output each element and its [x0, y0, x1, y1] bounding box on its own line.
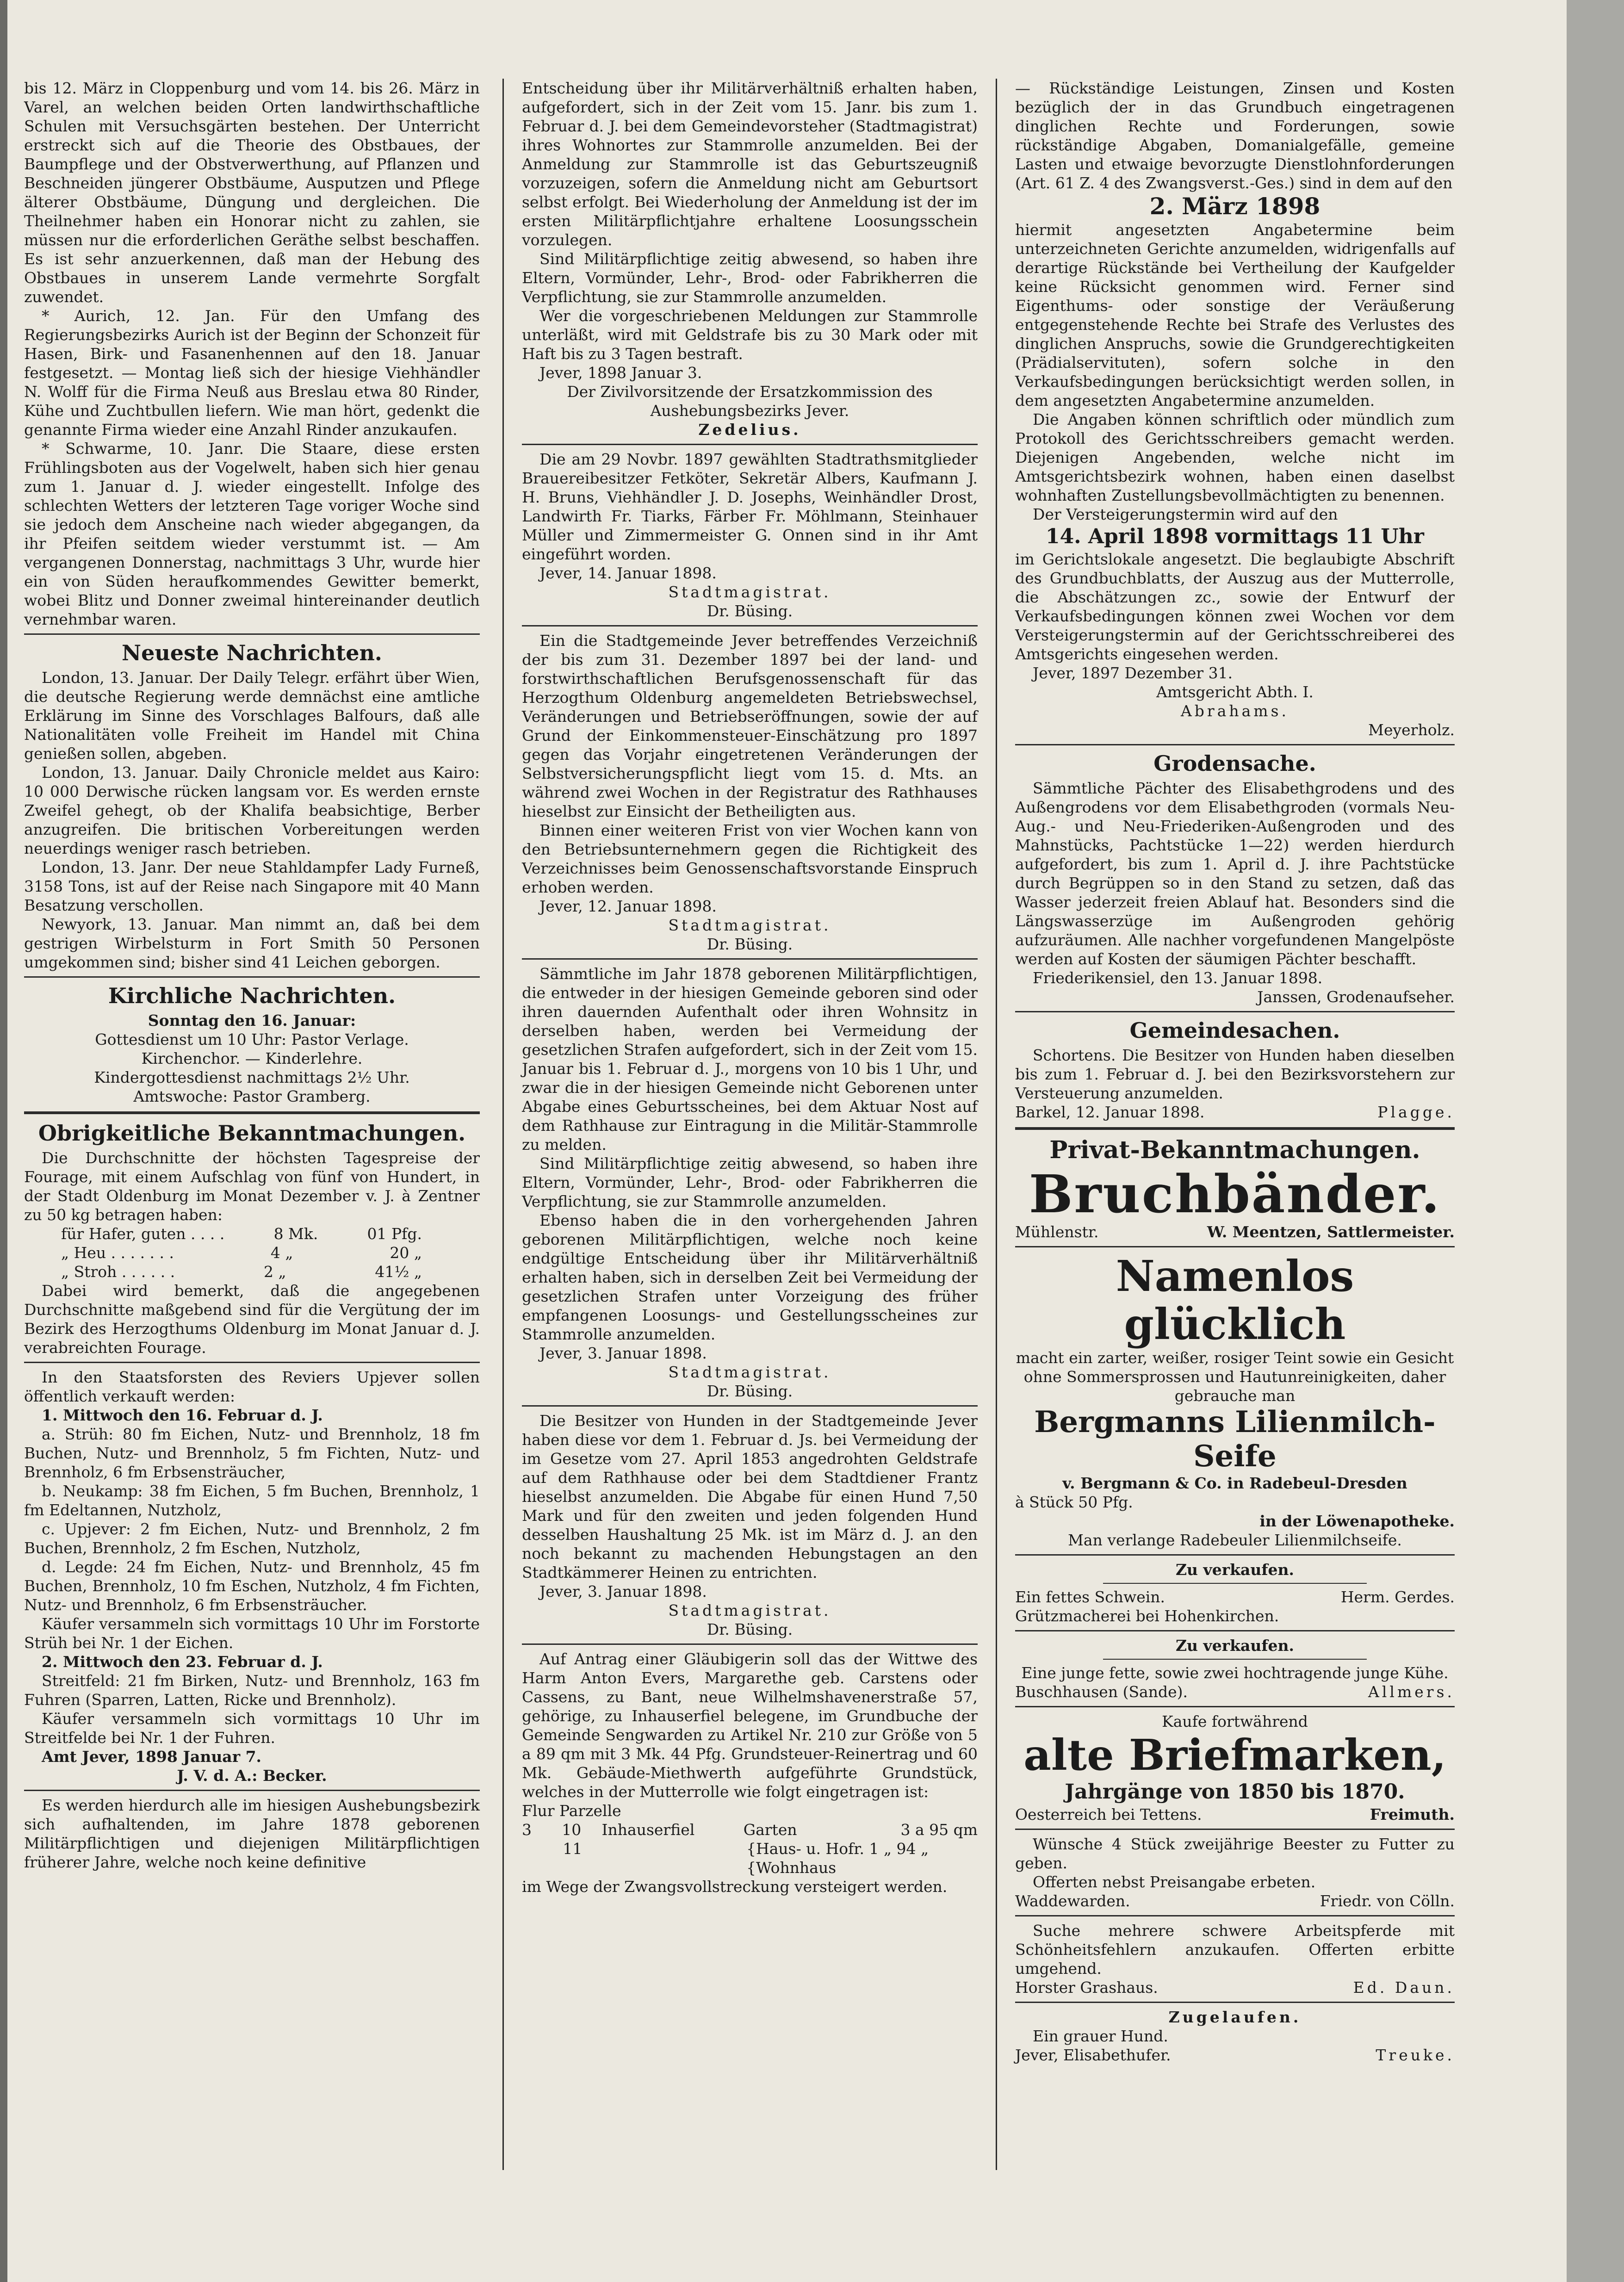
ad-address: Mühlenstr. — [1015, 1223, 1099, 1241]
ad-text: Offerten nebst Preisangabe erbeten. — [1033, 1873, 1316, 1891]
paragraph: Wer die vorgeschriebenen Meldungen zur Stammrolle unterläßt, wird mit Geldstrafe bis zu 30 Mark oder mit Haft bis zu 3 Tagen bestraft. — [522, 307, 978, 363]
paragraph: b. Neukamp: 38 fm Eichen, 5 fm Buchen, Brennholz, 1 fm Edeltannen, Nutzholz, — [24, 1482, 480, 1519]
parcel-table — [522, 1820, 978, 1877]
ad-text: macht ein zarter, weißer, rosiger Teint sowie ein Gesicht ohne Sommersprossen und Hautunreinigkeiten, daher gebrauche man — [1016, 1349, 1454, 1405]
parcel-flur: 3 — [522, 1821, 532, 1839]
signature: Janssen, Grodenaufseher. — [1257, 988, 1455, 1006]
divider — [1015, 1630, 1455, 1631]
price-item: „ Stroh . . . . . . — [61, 1263, 175, 1281]
ad-text: Grützmacherei bei Hohenkirchen. — [1015, 1607, 1279, 1625]
divider — [1015, 1554, 1455, 1556]
ad-signature: Friedr. von Cölln. — [1320, 1892, 1455, 1910]
divider — [24, 1362, 480, 1363]
news-item: London, 13. Januar. Daily Chronicle meldet aus Kairo: 10 000 Derwische rücken langsam vor. Es werden ernste Zweifel gehegt, ob der Khalifa beabsichtige, Berber anzugreifen. Die britischen Vorbereitungen werden neuerdings weniger rasch betrieben. — [24, 763, 480, 857]
paragraph: im Wege der Zwangsvollstreckung versteigert werden. — [522, 1878, 948, 1896]
paragraph: Sämmtliche im Jahr 1878 geborenen Militärpflichtigen, die entweder in der hiesigen Gemeinde geboren sind oder ihren dauernden Aufenthalt oder ihren Wohnsitz in derselben haben, werden bei Vermeidung der gesetzlichen Strafen aufgefordert, sich in der Zeit vom 15. Januar bis 1. Februar d. J., morgens von 10 bis 1 Uhr, und zwar die in der hiesigen Gemeinde nicht Geborenen unter Abgabe eines Geburtsscheines, bei dem Aktuar Nost auf dem Rathhause zur Eintragung in die Militär-Stammrolle zu melden. — [522, 965, 978, 1153]
ad-text: Horster Grashaus. — [1015, 1978, 1158, 1997]
paragraph: c. Upjever: 2 fm Eichen, Nutz- und Brennholz, 2 fm Buchen, Brennholz, 2 fm Eschen, Nutzholz, — [24, 1520, 480, 1557]
paragraph: Ebenso haben die in den vorhergehenden Jahren geborenen Militärpflichtigen, welche noch keine endgültige Entscheidung über ihr Militärverhältniß erhalten haben, sich in derselben Zeit bei Vermeidung der gesetzlichen Strafen unter Vorzeigung des früher empfangenen Loosungs- und Gestellungsscheines zur Stammrolle anzumelden. — [522, 1211, 978, 1343]
ad-row — [1015, 1587, 1455, 1606]
parcel-flur — [522, 1858, 559, 1877]
signature: Abrahams. — [1180, 702, 1289, 720]
parcel-location — [604, 1839, 743, 1858]
divider — [1103, 1659, 1367, 1660]
paragraph: Die Durchschnitte der höchsten Tagespreise der Fourage, mit einem Aufschlag von fünf von Hundert, in der Stadt Oldenburg im Monat Dezember v. J. à Zentner zu 50 kg betragen haben: — [24, 1149, 480, 1224]
parcel-type: {Wohnhaus — [746, 1859, 837, 1877]
ad-row — [1015, 1805, 1455, 1824]
paragraph: Die Besitzer von Hunden in der Stadtgemeinde Jever haben diese vor dem 1. Februar d. Js. bei Vermeidung der im Gesetze vom 27. April 1853 angedrohten Geldstrafe auf dem Rathhause oder bei dem Stadtdiener Frantz hieselbst anzumelden. Die Abgabe für einen Hund 7,50 Mark und für den zweiten und jeden folgenden Hund desselben Haushaltung 25 Mk. ist im März d. J. an den noch bekannt zu machenden Hebungstagen an den Stadtkämmerer Heinen zu entrichten. — [522, 1412, 978, 1581]
sale-date: 1. Mittwoch den 16. Februar d. J. — [42, 1406, 323, 1424]
divider — [1015, 1246, 1455, 1247]
ad-text: Jever, Elisabethufer. — [1015, 2046, 1171, 2064]
price-pf: 01 Pfg. — [367, 1225, 422, 1243]
paragraph: Entscheidung über ihr Militärverhältniß erhalten haben, aufgefordert, sich in der Zeit vom 15. Janr. bis zum 1. Februar d. J. bei dem Gemeindevorsteher (Stadtmagistrat) ihres Wohnortes zur Stammrolle anzumelden. Bei der Anmeldung zur Stammrolle ist das Geburtszeugniß vorzuzeigen, sofern die Anmeldung nicht am Geburtsort selbst erfolgt. Bei Wiederholung der Anmeldung ist der im ersten Militärpflichtjahre erhaltene Loosungsschein vorzulegen. — [522, 79, 978, 249]
divider — [24, 976, 480, 978]
price-item: „ Heu . . . . . . . — [61, 1244, 174, 1262]
church-line: Gottesdienst um 10 Uhr: Pastor Verlage. — [95, 1030, 409, 1048]
ad-row — [1015, 1682, 1455, 1701]
church-line: Kirchenchor. — Kinderlehre. — [141, 1049, 363, 1067]
paragraph: Die am 29 Novbr. 1897 gewählten Stadtrathsmitglieder Brauereibesitzer Fetköter, Sekretär Albers, Kaufmann J. H. Bruns, Viehhändler J. D. Josephs, Weinhändler Drost, Landwirth Fr. Tiarks, Färber Fr. Möhlmann, Steinhauer Müller und Zimmermeister G. Onnen sind in ihr Amt eingeführt worden. — [522, 450, 978, 563]
signature-date: Jever, 1898 Januar 3. — [539, 364, 702, 382]
parcel-type: {Haus- u. Hofr. 1 „ 94 „ — [746, 1840, 929, 1858]
ad-headline: Bruchbänder. — [1029, 1164, 1441, 1225]
signature: Meyerholz. — [1368, 721, 1455, 739]
column-3 — [1015, 79, 1455, 2065]
section-header: Grodensache. — [1153, 751, 1316, 776]
signature-date: Jever, 3. Januar 1898. — [539, 1582, 707, 1600]
paragraph: Käufer versammeln sich vormittags 10 Uhr im Streitfelde bei Nr. 1 der Fuhren. — [24, 1710, 480, 1747]
divider — [24, 1790, 480, 1791]
parcel-location: Inhauserfiel — [601, 1821, 695, 1839]
news-item: Newyork, 13. Januar. Man nimmt an, daß bei dem gestrigen Wirbelsturm in Fort Smith 50 Personen umgekommen sind; bisher sind 41 Leichen geborgen. — [24, 915, 480, 971]
divider — [1015, 1127, 1455, 1130]
paragraph: Die Angaben können schriftlich oder mündlich zum Protokoll des Gerichtsschreibers gemacht werden. Diejenigen Angebenden, welche nicht im Amtsgerichtsbezirk wohnen, haben einen daselbst wohnhaften Zustellungsbevollmächtigten zu benennen. — [1015, 410, 1455, 504]
paragraph: Dabei wird bemerkt, daß die angegebenen Durchschnitte maßgebend sind für die Vergütung der im Bezirk des Herzogthums Oldenburg im Monat Januar d. J. verabreichten Fourage. — [24, 1282, 480, 1357]
divider — [522, 1405, 978, 1407]
signature-date: Amt Jever, 1898 Januar 7. — [42, 1748, 262, 1766]
ad-headline: Namenlos glücklich — [1116, 1251, 1354, 1349]
paragraph: In den Staatsforsten des Reviers Upjever sollen öffentlich verkauft werden: — [24, 1368, 480, 1405]
divider — [522, 444, 978, 445]
price-table — [24, 1224, 480, 1281]
church-day: Sonntag den 16. Januar: — [148, 1011, 356, 1029]
ad-heading: Zu verkaufen. — [1175, 1561, 1295, 1579]
paragraph: hiermit angesetzten Angabetermine beim unterzeichneten Gerichte anzumelden, widrigenfalls auf derartige Rückstände bei Vertheilung der Kaufgelder keine Rücksicht genommen wird. Ferner sind Eigenthums- oder sonstige der Veräußerung entgegenstehende Rechte bei Strafe des Verlustes des dinglichen Anspruchs, sowie die Grundgerechtigkeiten (Prädialservituten), sofern solche in den Verkaufsbedingungen berücksichtigt werden sollen, in dem angesetzten Angabetermine anzumelden. — [1015, 221, 1455, 409]
ad-text: v. Bergmann & Co. in Radebeul-Dresden — [1062, 1474, 1407, 1492]
divider — [24, 633, 480, 635]
paragraph: * Aurich, 12. Jan. Für den Umfang des Regierungsbezirks Aurich ist der Beginn der Schonzeit für Hasen, Birk- und Fasanenhennen auf den 18. Januar festgesetzt. — Montag ließ sich der hiesige Viehhändler N. Wolff für die Firma Neuß aus Breslau etwa 80 Rinder, Kühe und Zuchtbullen liefern. Wie man hört, gedenkt die genannte Firma wieder eine Anzahl Rinder anzukaufen. — [24, 307, 480, 439]
parcel-header: Flur Parzelle — [522, 1802, 621, 1820]
parcel-location — [604, 1858, 743, 1877]
parcel-size: 3 a 95 qm — [900, 1821, 978, 1839]
date-highlight: 14. April 1898 vormittags 11 Uhr — [1046, 525, 1424, 548]
ad-text: Ein fettes Schwein. — [1015, 1588, 1165, 1606]
paragraph: Sämmtliche Pächter des Elisabethgrodens und des Außengrodens vor dem Elisabethgroden (vormals Neu-Aug.- und Neu-Friederiken-Außengroden und des Mahnstücks, Pachtstücke 1—22) werden hierdurch aufgefordert, bis zum 1. April d. J. ihre Pachtstücke durch Begrüppen so in den Stand zu setzen, daß das Wasser jederzeit freien Ablauf hat. Besonders sind die Längswasserzüge im Außengroden gehörig aufzuräumen. Alle nachher vorgefundenen Mangelpöste werden auf Kosten der säumigen Pächter beschafft. — [1015, 779, 1455, 968]
divider — [522, 625, 978, 626]
parcel-flur — [522, 1839, 559, 1858]
signature: Plagge. — [1377, 1103, 1455, 1121]
column-rule — [502, 79, 504, 2170]
ad-footer — [1015, 1222, 1455, 1241]
ad-text: Suche mehrere schwere Arbeitspferde mit Schönheitsfehlern anzukaufen. Offerten erbitte umgehend. — [1015, 1922, 1455, 1978]
divider — [1015, 1829, 1455, 1830]
column-rule — [996, 79, 997, 2170]
paragraph: Sind Militärpflichtige zeitig abwesend, so haben ihre Eltern, Vormünder, Lehr-, Brod- oder Fabrikherren die Verpflichtung, sie zur Stammrolle anzumelden. — [522, 1154, 978, 1210]
paragraph: Auf Antrag einer Gläubigerin soll das der Wittwe des Harm Anton Evers, Margarethe geb. Carstens oder Cassens, zu Bant, neue Wilhelmshavenerstraße 57, gehörige, zu Inhauserfiel belegene, im Grundbuche der Gemeinde Sengwarden zu Artikel Nr. 210 zur Größe von 5 a 89 qm mit 3 Mk. 44 Pfg. Grundsteuer-Reinertrag und 60 Mk. Gebäude-Miethwerth aufgeführte Grundstück, welches in der Mutterrolle wie folgt eingetragen ist: — [522, 1650, 978, 1801]
divider — [1103, 1583, 1367, 1584]
ad-heading: Zugelaufen. — [1168, 2008, 1302, 2026]
divider — [522, 958, 978, 960]
paragraph: Sind Militärpflichtige zeitig abwesend, so haben ihre Eltern, Vormünder, Lehr-, Brod- oder Fabrikherren die Verpflichtung, sie zur Stammrolle anzumelden. — [522, 250, 978, 306]
news-item: London, 13. Janr. Der neue Stahldampfer Lady Furneß, 3158 Tons, ist auf der Reise nach Singapore mit 40 Mann Besatzung verschollen. — [24, 858, 480, 914]
paragraph: Der Versteigerungstermin wird auf den — [1033, 505, 1338, 523]
ad-row — [1015, 1891, 1455, 1910]
divider — [24, 1111, 480, 1114]
price-pf: 41½ „ — [375, 1263, 422, 1281]
ad-text: Eine junge fette, sowie zwei hochtragende junge Kühe. — [1021, 1664, 1449, 1682]
signature: Zedelius. — [698, 421, 801, 439]
price-row — [61, 1262, 422, 1281]
price-pf: 20 „ — [390, 1244, 422, 1262]
paragraph: Streitfeld: 21 fm Birken, Nutz- und Brennholz, 163 fm Fuhren (Sparren, Latten, Ricke und Brennholz). — [24, 1672, 480, 1709]
parcel-number: 11 — [563, 1840, 583, 1858]
news-item: London, 13. Januar. Der Daily Telegr. erfährt über Wien, die deutsche Regierung werde demnächst eine amtliche Erklärung im Sinne des Vorschlages Balfours, daß alle Nationalitäten volle Freiheit im Handel mit China genießen sollen, abgeben. — [24, 669, 480, 763]
signature-date: Jever, 3. Januar 1898. — [539, 1344, 707, 1362]
section-header: Neueste Nachrichten. — [122, 640, 382, 665]
column-1 — [24, 79, 480, 1872]
section-header: Gemeindesachen. — [1129, 1018, 1340, 1043]
church-line: Kindergottesdienst nachmittags 2½ Uhr. — [94, 1068, 410, 1086]
parcel-number — [563, 1858, 600, 1877]
newspaper-page — [7, 0, 1567, 2282]
signature-line: Der Zivilvorsitzende der Ersatzkommission des Aushebungsbezirks Jever. — [567, 383, 933, 420]
paragraph: im Gerichtslokale angesetzt. Die beglaubigte Abschrift des Grundbuchblatts, der Auszug aus der Mutterrolle, die Abschätzungen zc., sowie der Entwurf der Verkaufsbedingungen können zwei Wochen vor dem Versteigerungstermin auf der Gerichtsschreiberei des Amtsgerichts eingesehen werden. — [1015, 550, 1455, 663]
signature: J. V. d. A.: Becker. — [177, 1767, 327, 1785]
ad-text: Ein grauer Hund. — [1033, 2027, 1168, 2045]
ad-heading: Zu verkaufen. — [1175, 1637, 1295, 1655]
section-header: Privat-Bekanntmachungen. — [1049, 1136, 1420, 1164]
parcel-row — [522, 1858, 978, 1877]
sale-date: 2. Mittwoch den 23. Februar d. J. — [42, 1653, 323, 1671]
paragraph: Es werden hierdurch alle im hiesigen Aushebungsbezirk sich aufhaltenden, im Jahre 1878 geborenen Militärpflichtigen und diejenigen Militärpflichtigen früherer Jahre, welche noch keine definitive — [24, 1796, 480, 1871]
paragraph: Schortens. Die Besitzer von Hunden haben dieselben bis zum 1. Februar d. J. bei den Bezirksvorstehern zur Versteuerung anzumelden. — [1015, 1046, 1455, 1102]
ad-signature: Herm. Gerdes. — [1340, 1588, 1455, 1606]
ad-text: à Stück 50 Pfg. — [1015, 1493, 1133, 1511]
ad-signature: Treuke. — [1376, 2046, 1455, 2064]
parcel-row — [522, 1820, 978, 1839]
signature-line: Stadtmagistrat. — [668, 583, 831, 601]
signature: Dr. Büsing. — [707, 1382, 793, 1400]
signature: Dr. Büsing. — [707, 1620, 793, 1638]
ad-row — [1015, 1978, 1455, 1997]
signature-row — [1015, 1103, 1455, 1122]
date-highlight: 2. März 1898 — [1149, 192, 1320, 220]
price-mk: 2 „ — [264, 1263, 286, 1281]
signature-line: Stadtmagistrat. — [668, 1601, 831, 1619]
signature: Dr. Büsing. — [707, 602, 793, 620]
signature-line: Stadtmagistrat. — [668, 1363, 831, 1381]
signature: Dr. Büsing. — [707, 935, 793, 953]
column-2 — [522, 79, 978, 1896]
section-header: Obrigkeitliche Bekanntmachungen. — [38, 1121, 466, 1146]
paragraph: d. Legde: 24 fm Eichen, Nutz- und Brennholz, 45 fm Buchen, Brennholz, 10 fm Eschen, Nutzholz, 4 fm Fichten, Nutz- und Brennholz, 6 fm Erbsensträucher. — [24, 1558, 480, 1614]
ad-advertiser: W. Meentzen, Sattlermeister. — [1207, 1223, 1455, 1241]
ad-text: Jahrgänge von 1850 bis 1870. — [1065, 1780, 1405, 1804]
church-line: Amtswoche: Pastor Gramberg. — [133, 1087, 371, 1105]
price-row — [61, 1243, 422, 1262]
signature-date: Barkel, 12. Januar 1898. — [1015, 1103, 1205, 1121]
signature-line: Stadtmagistrat. — [668, 916, 831, 934]
divider — [1015, 2002, 1455, 2003]
ad-signature: Ed. Daun. — [1353, 1978, 1455, 1997]
signature-date: Friederikensiel, den 13. Januar 1898. — [1033, 969, 1323, 987]
paragraph: bis 12. März in Cloppenburg und vom 14. bis 26. März in Varel, an welchen beiden Orten landwirthschaftliche Schulen mit Versuchsgärten bestehen. Der Unterricht erstreckt sich auf die Theorie des Obstbaues, der Baumpflege und der Obstverwerthung, auf Pflanzen und Beschneiden jüngerer Obstbäume, Ausputzen und Pflege älterer Obstbäume, Düngung und dergleichen. Die Theilnehmer haben ein Honorar nicht zu zahlen, sie müssen nur die erforderlichen Geräthe selbst beschaffen. Es ist sehr anzuerkennen, daß man der Hebung des Obstbaues in unserem Lande vermehrte Sorgfalt zuwendet. — [24, 79, 480, 306]
paragraph: * Schwarme, 10. Janr. Die Staare, diese ersten Frühlingsboten aus der Vogelwelt, haben sich hier genau zum 1. Januar d. J. wieder eingestellt. Infolge des schlechten Wetters der letzteren Tage voriger Woche sind sie jedoch dem Anscheine nach wieder abgegangen, da ihr Pfeifen seitdem wieder verstummt ist. — Am vergangenen Donnerstag, nachmittags 3 Uhr, wurde hier ein von Süden heraufkommendes Gewitter bemerkt, wobei Blitz und Donner zweimal hintereinander deutlich vernehmbar waren. — [24, 440, 480, 628]
parcel-row — [522, 1839, 978, 1858]
paragraph: Ein die Stadtgemeinde Jever betreffendes Verzeichniß der bis zum 31. Dezember 1897 bei der land- und forstwirthschaftlichen Berufsgenossenschaft für das Herzogthum Oldenburg angemeldeten Betriebswechsel, Veränderungen und Betriebseröffnungen, sowie der auf Grund der Einkommensteuer-Einschätzung pro 1897 gegen das Vorjahr eingetretenen Veränderungen der Selbstversicherungspflicht liegt vom 15. d. Mts. an während zwei Wochen in der Registratur des Rathhauses hieselbst zur Einsicht der Betheiligten aus. — [522, 632, 978, 820]
ad-text: Waddewarden. — [1015, 1892, 1130, 1910]
price-mk: 4 „ — [270, 1244, 293, 1262]
divider — [1015, 744, 1455, 745]
ad-text: in der Löwenapotheke. — [1259, 1512, 1455, 1530]
divider — [1015, 1915, 1455, 1916]
ad-signature: Allmers. — [1368, 1683, 1455, 1701]
ad-product: Bergmanns Lilienmilch-Seife — [1034, 1405, 1436, 1474]
price-item: für Hafer, guten . . . . — [61, 1225, 225, 1243]
ad-text: Buschhausen (Sande). — [1015, 1683, 1188, 1701]
divider — [522, 1643, 978, 1645]
parcel-type: Garten — [743, 1821, 797, 1839]
ad-signature: Freimuth. — [1370, 1805, 1455, 1823]
section-header: Kirchliche Nachrichten. — [108, 983, 396, 1008]
price-mk: 8 Mk. — [273, 1225, 318, 1243]
divider — [1015, 1706, 1455, 1707]
parcel-number: 10 — [562, 1821, 582, 1839]
signature-date: Jever, 14. Januar 1898. — [539, 564, 717, 582]
ad-text: Man verlange Radebeuler Lilienmilchseife. — [1068, 1531, 1402, 1549]
ad-text: Kaufe fortwährend — [1162, 1712, 1308, 1730]
signature-date: Jever, 1897 Dezember 31. — [1033, 664, 1233, 682]
ad-row — [1015, 2046, 1455, 2065]
divider — [1015, 1011, 1455, 1012]
paragraph: a. Strüh: 80 fm Eichen, Nutz- und Brennholz, 18 fm Buchen, Nutz- und Brennholz, 5 fm Fichten, Nutz- und Brennholz, 6 fm Erbsensträucher, — [24, 1425, 480, 1481]
price-row — [61, 1224, 422, 1243]
signature-date: Jever, 12. Januar 1898. — [539, 897, 717, 915]
signature-line: Amtsgericht Abth. I. — [1156, 683, 1314, 701]
ad-headline: alte Briefmarken, — [1023, 1730, 1446, 1780]
ad-text: Oesterreich bei Tettens. — [1015, 1805, 1202, 1823]
paragraph: — Rückständige Leistungen, Zinsen und Kosten bezüglich der in das Grundbuch eingetragenen dinglichen Rechte und Forderungen, sowie rückständige Abgaben, Domanialgefälle, gemeine Lasten und etwaige bevorzugte Dienstlohnforderungen (Art. 61 Z. 4 des Zwangsverst.-Ges.) sind in dem auf den — [1015, 79, 1455, 192]
paragraph: Käufer versammeln sich vormittags 10 Uhr im Forstorte Strüh bei Nr. 1 der Eichen. — [24, 1615, 480, 1652]
paragraph: Binnen einer weiteren Frist von vier Wochen kann von den Betriebsunternehmern gegen die Richtigkeit des Verzeichnisses beim Genossenschaftsvorstande Einspruch erhoben werden. — [522, 821, 978, 896]
ad-text: Wünsche 4 Stück zweijährige Beester zu Futter zu geben. — [1015, 1835, 1455, 1872]
